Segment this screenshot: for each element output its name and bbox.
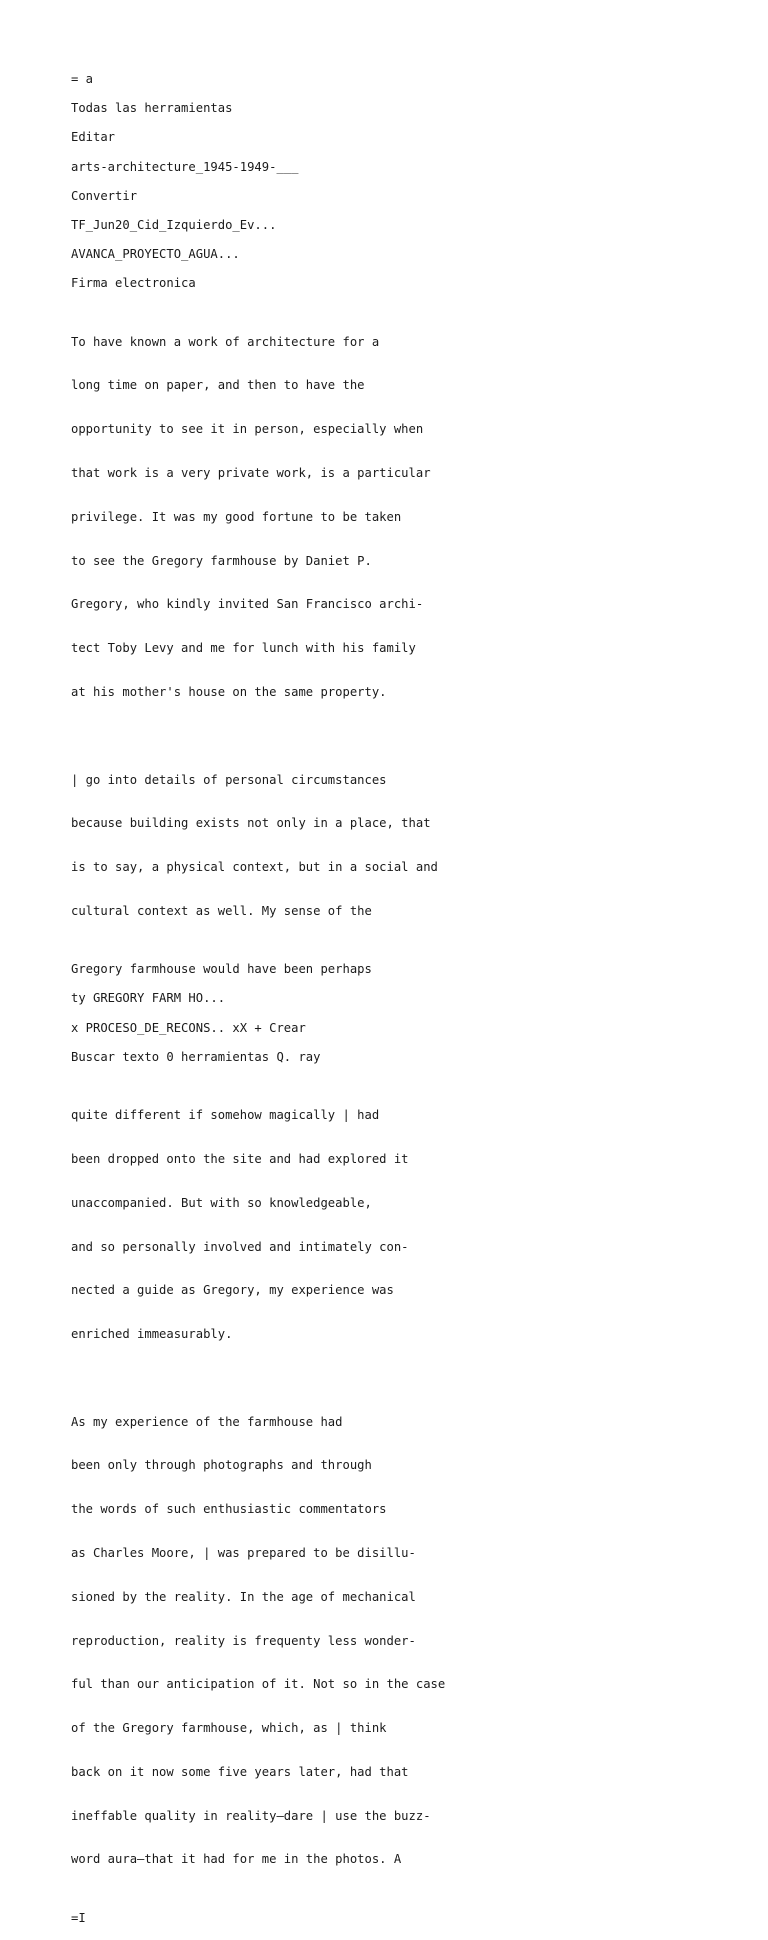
text-line: been dropped onto the site and had explored it <box>71 1151 409 1166</box>
file-name-text-1: arts-architecture_1945-1949-___ <box>71 159 299 174</box>
text-line: at his mother's house on the same property. <box>71 684 387 699</box>
edit-text: Editar <box>71 130 116 145</box>
menu-text: = a <box>71 72 94 86</box>
file-name-text-2: TF_Jun20_Cid_Izquierdo_Ev... <box>71 217 277 232</box>
fragment-text-1: Gregory farmhouse would have been perhaps <box>71 962 372 977</box>
text-line: quite different if somehow magically | had <box>71 1108 380 1123</box>
fragment-text-2: ty GREGORY FARM HO... <box>71 991 226 1006</box>
text-line: word aura—that it had for me in the photos. A <box>71 1852 402 1867</box>
text-line: cultural context as well. My sense of the <box>71 903 372 918</box>
text-line: back on it now some five years later, had that <box>71 1764 409 1779</box>
text-line: because building exists not only in a place, that <box>71 816 431 831</box>
text-line: is to say, a physical context, but in a social and <box>71 860 438 875</box>
paragraph-2 <box>71 743 731 947</box>
text-line: privilege. It was my good fortune to be taken <box>71 509 402 524</box>
text-line: As my experience of the farmhouse had <box>71 1414 343 1429</box>
text-line: opportunity to see it in person, especially when <box>71 422 424 437</box>
text-line: unaccompanied. But with so knowledgeable, <box>71 1195 372 1210</box>
text-line: ineffable quality in reality—dare | use the buzz- <box>71 1808 431 1823</box>
text-line: and so personally involved and intimately con- <box>71 1239 409 1254</box>
text-line: of the Gregory farmhouse, which, as | think <box>71 1721 387 1736</box>
text-line: as Charles Moore, | was prepared to be disillu- <box>71 1545 416 1560</box>
all-tools-text: Todas las herramientas <box>71 101 233 116</box>
convert-text: Convertir <box>71 188 138 203</box>
text-line: tect Toby Levy and me for lunch with his family <box>71 641 416 656</box>
text-line: reproduction, reality is frequenty less wonder- <box>71 1633 416 1648</box>
paragraph-3 <box>71 1079 731 1371</box>
text-line: long time on paper, and then to have the <box>71 378 365 393</box>
text-line: | go into details of personal circumstances <box>71 772 387 787</box>
text-line: the words of such enthusiastic commentators <box>71 1502 387 1517</box>
ocr-document <box>71 72 731 1940</box>
footer-text: =I <box>71 1910 86 1925</box>
text-line: to see the Gregory farmhouse by Daniet P. <box>71 553 372 568</box>
paragraph-4 <box>71 1385 731 1896</box>
e-signature-text: Firma electronica <box>71 276 196 291</box>
text-line: sioned by the reality. In the age of mechanical <box>71 1589 416 1604</box>
text-line: enriched immeasurably. <box>71 1327 233 1342</box>
text-line: To have known a work of architecture for a <box>71 334 380 349</box>
file-name-text-3: AVANCA_PROYECTO_AGUA... <box>71 247 240 262</box>
text-line: nected a guide as Gregory, my experience was <box>71 1283 394 1298</box>
text-line: that work is a very private work, is a particular <box>71 466 431 481</box>
fragment-text-4: Buscar texto 0 herramientas Q. ray <box>71 1049 321 1064</box>
paragraph-1 <box>71 306 731 729</box>
text-line: been only through photographs and through <box>71 1458 372 1473</box>
text-line: Gregory, who kindly invited San Francisco archi- <box>71 597 424 612</box>
fragment-text-3: x PROCESO_DE_RECONS.. xX + Crear <box>71 1020 306 1035</box>
text-line: ful than our anticipation of it. Not so in the case <box>71 1677 446 1692</box>
